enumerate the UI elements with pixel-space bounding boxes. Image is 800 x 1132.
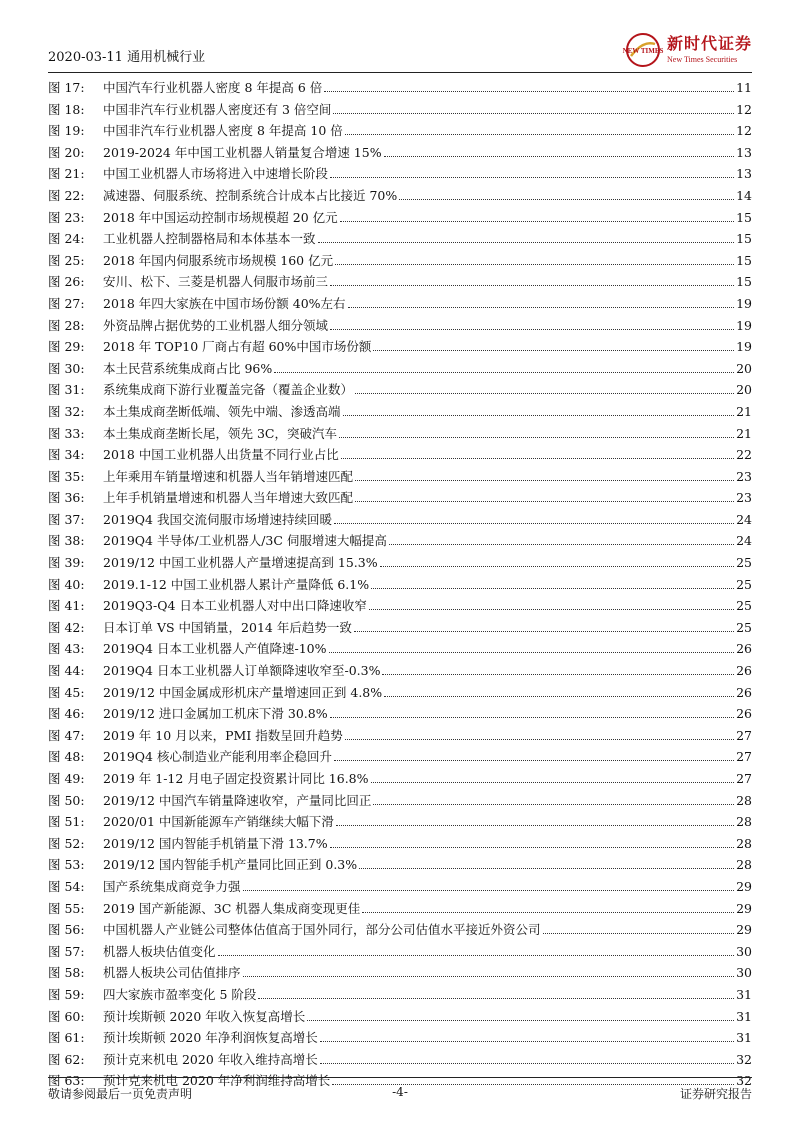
toc-entry[interactable] bbox=[48, 790, 752, 812]
footer-divider bbox=[48, 1077, 752, 1078]
toc-dot-leader bbox=[362, 912, 734, 913]
toc-page-number: 23 bbox=[736, 490, 752, 506]
toc-page-number: 28 bbox=[736, 835, 752, 851]
toc-figure-title: 中国机器人产业链公司整体估值高于国外同行，部分公司估值水平接近外资公司 bbox=[103, 922, 541, 938]
toc-figure-title: 2019-2024 年中国工业机器人销量复合增速 15% bbox=[103, 144, 382, 160]
toc-figure-title: 2018 中国工业机器人出货量不同行业占比 bbox=[103, 447, 339, 463]
toc-figure-label: 图 27: bbox=[48, 295, 85, 311]
toc-entry[interactable] bbox=[48, 487, 752, 509]
toc-figure-label: 图 31: bbox=[48, 382, 85, 398]
toc-figure-label: 图 21: bbox=[48, 166, 85, 182]
toc-entry[interactable] bbox=[48, 703, 752, 725]
toc-entry[interactable] bbox=[48, 142, 752, 164]
toc-dot-leader bbox=[355, 501, 734, 502]
toc-figure-label: 图 46: bbox=[48, 706, 85, 722]
toc-page-number: 25 bbox=[736, 555, 752, 571]
toc-figure-label: 图 56: bbox=[48, 922, 85, 938]
toc-figure-title: 中国非汽车行业机器人密度 8 年提高 10 倍 bbox=[103, 123, 343, 139]
toc-figure-title: 预计克来机电 2020 年净利润维持高增长 bbox=[103, 1073, 331, 1089]
toc-entry[interactable] bbox=[48, 228, 752, 250]
toc-entry[interactable] bbox=[48, 725, 752, 747]
toc-entry[interactable] bbox=[48, 466, 752, 488]
toc-dot-leader bbox=[330, 285, 734, 286]
toc-page-number: 12 bbox=[736, 101, 752, 117]
toc-figure-title: 上年乘用车销量增速和机器人当年销增速匹配 bbox=[103, 468, 354, 484]
toc-figure-title: 外资品牌占据优势的工业机器人细分领域 bbox=[103, 317, 329, 333]
toc-entry[interactable] bbox=[48, 876, 752, 898]
toc-figure-label: 图 47: bbox=[48, 727, 85, 743]
toc-figure-title: 2020/01 中国新能源车产销继续大幅下滑 bbox=[103, 814, 334, 830]
toc-entry[interactable] bbox=[48, 1027, 752, 1049]
toc-dot-leader bbox=[340, 221, 734, 222]
toc-page-number: 25 bbox=[736, 619, 752, 635]
toc-dot-leader bbox=[359, 868, 734, 869]
toc-figure-title: 2018 年 TOP10 厂商占有超 60%中国市场份额 bbox=[103, 339, 372, 355]
toc-figure-label: 图 57: bbox=[48, 943, 85, 959]
toc-entry[interactable] bbox=[48, 207, 752, 229]
toc-figure-title: 本土集成商垄断低端、领先中端、渗透高端 bbox=[103, 403, 341, 419]
toc-dot-leader bbox=[345, 134, 734, 135]
toc-entry[interactable] bbox=[48, 552, 752, 574]
toc-figure-title: 2019Q4 核心制造业产能利用率企稳回升 bbox=[103, 749, 332, 765]
toc-figure-title: 预计埃斯顿 2020 年净利润恢复高增长 bbox=[103, 1030, 318, 1046]
toc-figure-title: 本土集成商垄断长尾，领先 3C，突破汽车 bbox=[103, 425, 337, 441]
toc-page-number: 22 bbox=[736, 447, 752, 463]
toc-entry[interactable] bbox=[48, 379, 752, 401]
toc-figure-title: 2019/12 中国汽车销量降速收窄，产量同比回正 bbox=[103, 792, 372, 808]
toc-figure-label: 图 28: bbox=[48, 317, 85, 333]
toc-figure-title: 2019Q4 日本工业机器人订单额降速收窄至-0.3% bbox=[103, 663, 381, 679]
toc-figure-label: 图 30: bbox=[48, 360, 85, 376]
logo-mark-icon bbox=[622, 32, 664, 68]
toc-entry[interactable] bbox=[48, 250, 752, 272]
toc-figure-label: 图 49: bbox=[48, 771, 85, 786]
toc-figure-label: 图 32: bbox=[48, 403, 85, 419]
toc-dot-leader bbox=[355, 393, 734, 394]
toc-entry[interactable] bbox=[48, 617, 752, 639]
toc-figure-title: 工业机器人控制器格局和本体基本一致 bbox=[103, 231, 316, 247]
toc-entry[interactable] bbox=[48, 163, 752, 185]
logo-english-name: New Times Securities bbox=[666, 55, 738, 64]
toc-page-number: 27 bbox=[736, 727, 752, 743]
toc-dot-leader bbox=[330, 329, 734, 330]
toc-entry[interactable] bbox=[48, 271, 752, 293]
toc-dot-leader bbox=[320, 1041, 734, 1042]
footer-page-number: -4- bbox=[392, 1085, 408, 1099]
toc-entry[interactable] bbox=[48, 941, 752, 963]
toc-page-number: 14 bbox=[736, 187, 752, 203]
toc-page-number: 29 bbox=[736, 900, 752, 916]
toc-page-number: 25 bbox=[736, 576, 752, 592]
toc-entry[interactable] bbox=[48, 99, 752, 121]
toc-entry[interactable] bbox=[48, 1006, 752, 1028]
toc-page-number: 21 bbox=[736, 403, 752, 419]
toc-entry[interactable] bbox=[48, 854, 752, 876]
toc-entry[interactable] bbox=[48, 638, 752, 660]
toc-figure-label: 图 44: bbox=[48, 663, 85, 679]
figure-table-of-contents bbox=[48, 77, 752, 1092]
toc-figure-title: 2019Q4 半导体/工业机器人/3C 伺服增速大幅提高 bbox=[103, 533, 387, 549]
toc-figure-label: 图 51: bbox=[48, 814, 85, 830]
toc-entry[interactable] bbox=[48, 811, 752, 833]
toc-figure-label: 图 55: bbox=[48, 900, 85, 916]
toc-page-number: 15 bbox=[736, 274, 752, 290]
page-header bbox=[48, 30, 752, 72]
toc-dot-leader bbox=[384, 696, 734, 697]
toc-figure-label: 图 18: bbox=[48, 101, 85, 117]
toc-figure-label: 图 26: bbox=[48, 274, 85, 290]
toc-figure-label: 图 53: bbox=[48, 857, 85, 873]
toc-figure-title: 系统集成商下游行业覆盖完备（覆盖企业数） bbox=[103, 382, 354, 398]
toc-page-number: 19 bbox=[736, 317, 752, 333]
toc-figure-title: 2019/12 进口金属加工机床下滑 30.8% bbox=[103, 706, 328, 722]
toc-figure-title: 四大家族市盈率变化 5 阶段 bbox=[103, 986, 257, 1002]
toc-entry[interactable] bbox=[48, 120, 752, 142]
toc-dot-leader bbox=[336, 825, 734, 826]
toc-dot-leader bbox=[329, 652, 735, 653]
toc-dot-leader bbox=[243, 890, 735, 891]
toc-figure-title: 机器人板块估值变化 bbox=[103, 943, 216, 959]
toc-dot-leader bbox=[373, 804, 734, 805]
toc-dot-leader bbox=[348, 307, 735, 308]
toc-figure-title: 2018 年国内伺服系统市场规模 160 亿元 bbox=[103, 252, 334, 268]
toc-figure-label: 图 41: bbox=[48, 598, 85, 614]
toc-entry[interactable] bbox=[48, 315, 752, 337]
toc-figure-label: 图 22: bbox=[48, 187, 85, 203]
toc-dot-leader bbox=[369, 609, 734, 610]
toc-entry[interactable] bbox=[48, 444, 752, 466]
toc-dot-leader bbox=[389, 544, 734, 545]
toc-figure-title: 预计埃斯顿 2020 年收入恢复高增长 bbox=[103, 1008, 306, 1024]
toc-page-number: 27 bbox=[736, 749, 752, 765]
toc-page-number: 26 bbox=[736, 641, 752, 657]
toc-dot-leader bbox=[258, 998, 734, 999]
toc-page-number: 21 bbox=[736, 425, 752, 441]
toc-entry[interactable] bbox=[48, 336, 752, 358]
toc-dot-leader bbox=[371, 588, 734, 589]
toc-page-number: 20 bbox=[736, 360, 752, 376]
toc-dot-leader bbox=[330, 177, 734, 178]
toc-figure-title: 2019 国产新能源、3C 机器人集成商变现更佳 bbox=[103, 900, 361, 916]
toc-figure-label: 图 50: bbox=[48, 792, 85, 808]
toc-figure-title: 中国工业机器人市场将进入中速增长阶段 bbox=[103, 166, 329, 182]
toc-dot-leader bbox=[384, 156, 735, 157]
toc-dot-leader bbox=[333, 113, 734, 114]
toc-entry[interactable] bbox=[48, 423, 752, 445]
toc-page-number: 30 bbox=[736, 965, 752, 981]
toc-entry[interactable] bbox=[48, 746, 752, 768]
toc-page-number: 24 bbox=[736, 511, 752, 527]
toc-figure-title: 中国汽车行业机器人密度 8 年提高 6 倍 bbox=[103, 80, 323, 95]
toc-figure-label: 图 24: bbox=[48, 231, 85, 247]
toc-figure-title: 2019 年 10 月以来，PMI 指数呈回升趋势 bbox=[103, 727, 343, 743]
toc-page-number: 28 bbox=[736, 814, 752, 830]
toc-figure-title: 2018 年中国运动控制市场规模超 20 亿元 bbox=[103, 209, 338, 225]
toc-dot-leader bbox=[334, 523, 734, 524]
toc-entry[interactable] bbox=[48, 919, 752, 941]
toc-dot-leader bbox=[355, 480, 734, 481]
toc-figure-label: 图 17: bbox=[48, 80, 85, 95]
toc-dot-leader bbox=[339, 437, 734, 438]
toc-dot-leader bbox=[345, 739, 734, 740]
toc-entry[interactable] bbox=[48, 962, 752, 984]
toc-page-number: 28 bbox=[736, 857, 752, 873]
toc-figure-title: 中国非汽车行业机器人密度还有 3 倍空间 bbox=[103, 101, 332, 117]
toc-dot-leader bbox=[343, 415, 735, 416]
toc-figure-label: 图 39: bbox=[48, 555, 85, 571]
toc-figure-title: 预计克来机电 2020 年收入维持高增长 bbox=[103, 1051, 318, 1067]
header-date-industry: 2020-03-11 通用机械行业 bbox=[48, 50, 206, 65]
toc-dot-leader bbox=[330, 847, 735, 848]
toc-page-number: 20 bbox=[736, 382, 752, 398]
toc-page-number: 13 bbox=[736, 166, 752, 182]
toc-page-number: 31 bbox=[736, 1008, 752, 1024]
toc-page-number: 31 bbox=[736, 986, 752, 1002]
toc-figure-title: 2019/12 国内智能手机产量同比回正到 0.3% bbox=[103, 857, 358, 873]
toc-entry[interactable] bbox=[48, 293, 752, 315]
toc-entry[interactable] bbox=[48, 530, 752, 552]
toc-entry[interactable] bbox=[48, 509, 752, 531]
toc-figure-label: 图 42: bbox=[48, 619, 85, 635]
footer-report-type: 证券研究报告 bbox=[679, 1087, 752, 1101]
toc-figure-title: 2019.1-12 中国工业机器人累计产量降低 6.1% bbox=[103, 576, 370, 592]
toc-figure-title: 2019 年 1-12 月电子固定投资累计同比 16.8% bbox=[103, 771, 369, 786]
toc-dot-leader bbox=[307, 1020, 734, 1021]
toc-page-number: 26 bbox=[736, 663, 752, 679]
toc-dot-leader bbox=[373, 350, 734, 351]
footer-disclaimer: 敬请参阅最后一页免责声明 bbox=[48, 1087, 193, 1101]
toc-dot-leader bbox=[341, 458, 734, 459]
toc-page-number: 23 bbox=[736, 468, 752, 484]
toc-dot-leader bbox=[218, 955, 735, 956]
toc-figure-label: 图 52: bbox=[48, 835, 85, 851]
toc-entry[interactable] bbox=[48, 682, 752, 704]
toc-figure-title: 安川、松下、三菱是机器人伺服市场前三 bbox=[103, 274, 329, 290]
toc-dot-leader bbox=[354, 631, 734, 632]
toc-figure-title: 2019/12 中国工业机器人产量增速提高到 15.3% bbox=[103, 555, 378, 571]
toc-dot-leader bbox=[380, 566, 735, 567]
toc-figure-label: 图 58: bbox=[48, 965, 85, 981]
toc-page-number: 15 bbox=[736, 252, 752, 268]
toc-figure-title: 机器人板块公司估值排序 bbox=[103, 965, 241, 981]
toc-figure-label: 图 36: bbox=[48, 490, 85, 506]
toc-entry[interactable] bbox=[48, 77, 752, 99]
toc-figure-label: 图 19: bbox=[48, 123, 85, 139]
toc-dot-leader bbox=[543, 933, 735, 934]
toc-dot-leader bbox=[320, 1063, 734, 1064]
toc-dot-leader bbox=[399, 199, 734, 200]
toc-figure-label: 图 45: bbox=[48, 684, 85, 700]
logo-chinese-name: 新时代证券 bbox=[666, 34, 752, 53]
toc-figure-label: 图 23: bbox=[48, 209, 85, 225]
toc-figure-title: 减速器、伺服系统、控制系统合计成本占比接近 70% bbox=[103, 187, 398, 203]
toc-page-number: 13 bbox=[736, 144, 752, 160]
toc-figure-title: 2019Q3-Q4 日本工业机器人对中出口降速收窄 bbox=[103, 598, 367, 614]
toc-figure-title: 日本订单 VS 中国销量，2014 年后趋势一致 bbox=[103, 619, 352, 635]
toc-page-number: 26 bbox=[736, 706, 752, 722]
toc-figure-title: 2018 年四大家族在中国市场份额 40%左右 bbox=[103, 295, 346, 311]
toc-figure-label: 图 59: bbox=[48, 986, 85, 1002]
toc-entry[interactable] bbox=[48, 1049, 752, 1071]
toc-figure-label: 图 61: bbox=[48, 1030, 85, 1046]
toc-page-number: 31 bbox=[736, 1030, 752, 1046]
toc-figure-label: 图 20: bbox=[48, 144, 85, 160]
toc-dot-leader bbox=[324, 91, 734, 92]
toc-page-number: 26 bbox=[736, 684, 752, 700]
toc-dot-leader bbox=[243, 976, 735, 977]
toc-figure-title: 上年手机销量增速和机器人当年增速大致匹配 bbox=[103, 490, 354, 506]
toc-figure-label: 图 34: bbox=[48, 447, 85, 463]
toc-figure-label: 图 37: bbox=[48, 511, 85, 527]
toc-page-number: 28 bbox=[736, 792, 752, 808]
company-logo bbox=[622, 32, 752, 68]
toc-entry[interactable] bbox=[48, 768, 752, 790]
toc-page-number: 29 bbox=[736, 922, 752, 938]
toc-page-number: 24 bbox=[736, 533, 752, 549]
toc-page-number: 29 bbox=[736, 878, 752, 894]
toc-figure-label: 图 63: bbox=[48, 1073, 85, 1089]
toc-dot-leader bbox=[330, 717, 735, 718]
toc-figure-label: 图 62: bbox=[48, 1051, 85, 1067]
toc-page-number: 11 bbox=[736, 80, 752, 95]
toc-figure-title: 2019/12 中国金属成形机床产量增速回正到 4.8% bbox=[103, 684, 383, 700]
toc-page-number: 15 bbox=[736, 231, 752, 247]
toc-figure-label: 图 25: bbox=[48, 252, 85, 268]
toc-figure-label: 图 35: bbox=[48, 468, 85, 484]
toc-figure-label: 图 43: bbox=[48, 641, 85, 657]
toc-entry[interactable] bbox=[48, 660, 752, 682]
toc-dot-leader bbox=[274, 372, 734, 373]
toc-figure-label: 图 40: bbox=[48, 576, 85, 592]
toc-entry[interactable] bbox=[48, 401, 752, 423]
toc-dot-leader bbox=[371, 782, 735, 783]
toc-page-number: 27 bbox=[736, 771, 752, 786]
toc-entry[interactable] bbox=[48, 358, 752, 380]
toc-dot-leader bbox=[334, 760, 734, 761]
toc-dot-leader bbox=[318, 242, 735, 243]
toc-figure-title: 国产系统集成商竞争力强 bbox=[103, 878, 241, 894]
toc-figure-title: 2019Q4 我国交流伺服市场增速持续回暖 bbox=[103, 511, 332, 527]
toc-figure-title: 本土民营系统集成商占比 96% bbox=[103, 360, 273, 376]
toc-page-number: 32 bbox=[736, 1073, 752, 1089]
toc-figure-label: 图 38: bbox=[48, 533, 85, 549]
toc-entry[interactable] bbox=[48, 898, 752, 920]
toc-entry[interactable] bbox=[48, 574, 752, 596]
toc-dot-leader bbox=[335, 264, 734, 265]
toc-figure-label: 图 60: bbox=[48, 1008, 85, 1024]
toc-figure-label: 图 48: bbox=[48, 749, 85, 765]
toc-page-number: 19 bbox=[736, 295, 752, 311]
toc-page-number: 12 bbox=[736, 123, 752, 139]
toc-page-number: 30 bbox=[736, 943, 752, 959]
toc-page-number: 32 bbox=[736, 1051, 752, 1067]
toc-figure-label: 图 29: bbox=[48, 339, 85, 355]
toc-figure-title: 2019Q4 日本工业机器人产值降速-10% bbox=[103, 641, 327, 657]
toc-entry[interactable] bbox=[48, 833, 752, 855]
toc-figure-label: 图 33: bbox=[48, 425, 85, 441]
header-divider bbox=[48, 72, 752, 73]
toc-page-number: 25 bbox=[736, 598, 752, 614]
toc-dot-leader bbox=[382, 674, 734, 675]
toc-figure-title: 2019/12 国内智能手机销量下滑 13.7% bbox=[103, 835, 328, 851]
toc-entry[interactable] bbox=[48, 595, 752, 617]
toc-entry[interactable] bbox=[48, 185, 752, 207]
svg-text:NEW TIMES: NEW TIMES bbox=[622, 47, 664, 55]
toc-entry[interactable] bbox=[48, 984, 752, 1006]
toc-figure-label: 图 54: bbox=[48, 878, 85, 894]
toc-page-number: 19 bbox=[736, 339, 752, 355]
toc-page-number: 15 bbox=[736, 209, 752, 225]
